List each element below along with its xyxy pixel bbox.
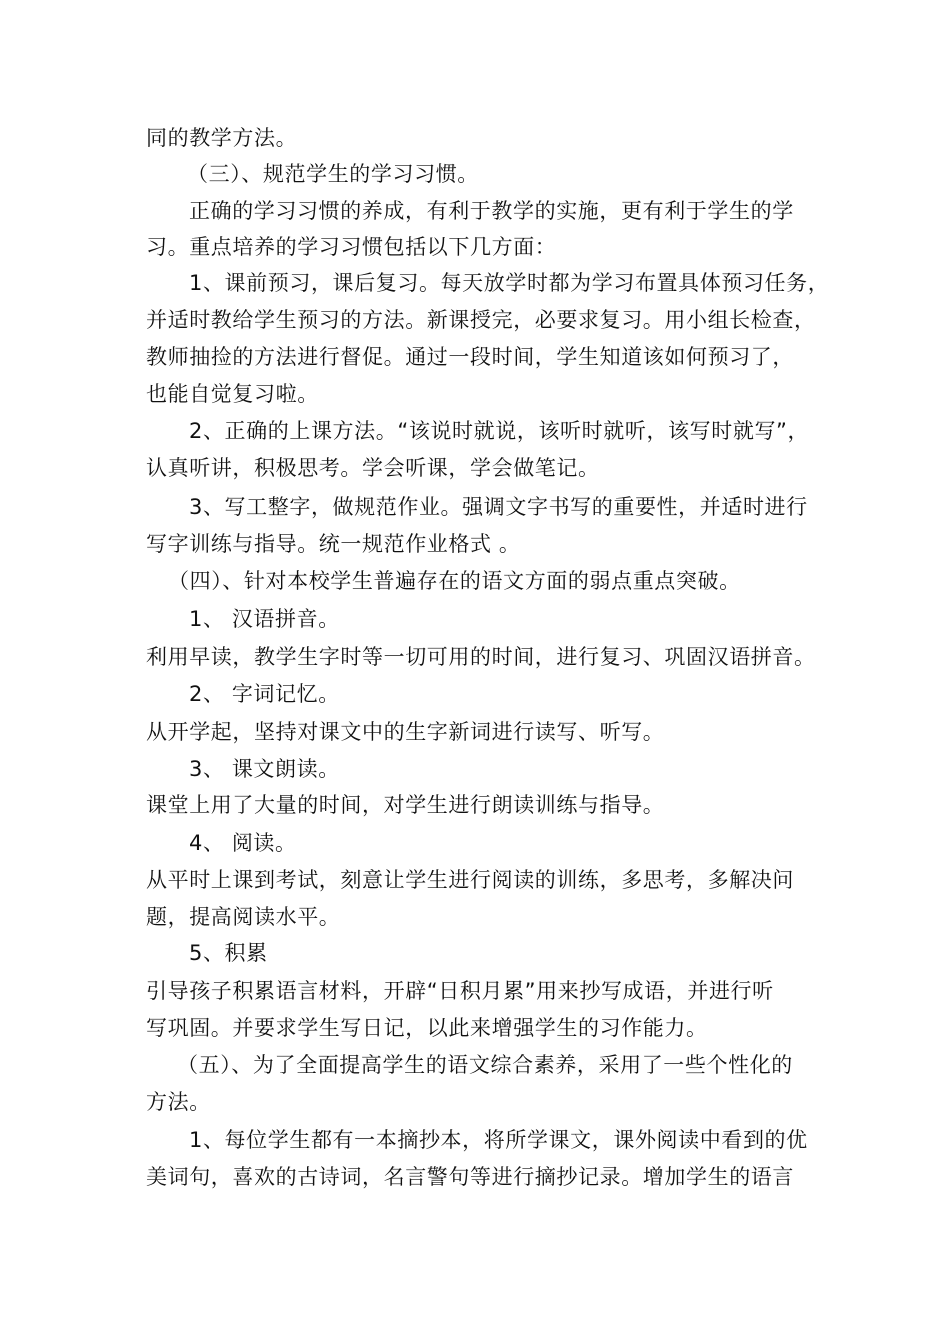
list-item: 1、课前预习，课后复习。每天放学时都为学习布置具体预习任务， [189, 271, 830, 295]
list-item: 3、写工整字，做规范作业。强调文字书写的重要性，并适时进行 [189, 495, 808, 519]
text-line: 同的教学方法。 [146, 126, 298, 150]
text-line: 方法。 [146, 1090, 211, 1114]
text-line: 利用早读，教学生字时等一切可用的时间，进行复习、巩固汉语拼音。 [146, 645, 816, 669]
text-line: 认真听讲，积极思考。学会听课，学会做笔记。 [146, 456, 600, 480]
text-line: 从开学起，坚持对课文中的生字新词进行读写、听写。 [146, 720, 665, 744]
list-item: 5、积累 [189, 941, 268, 965]
list-item: 4、 阅读。 [189, 831, 297, 855]
list-item: 1、每位学生都有一本摘抄本，将所学课文，课外阅读中看到的优 [189, 1128, 808, 1152]
text-line: 引导孩子积累语言材料，开辟“日积月累”用来抄写成语，并进行听 [146, 979, 774, 1003]
text-line: 题，提高阅读水平。 [146, 905, 341, 929]
text-line: 也能自觉复习啦。 [146, 382, 319, 406]
list-item: 3、 课文朗读。 [189, 757, 340, 781]
text-line: 课堂上用了大量的时间，对学生进行朗读训练与指导。 [146, 793, 665, 817]
list-item: 2、正确的上课方法。“该说时就说，该听时就听，该写时就写”， [189, 419, 810, 443]
text-line: 正确的学习习惯的养成，有利于教学的实施，更有利于学生的学 [189, 199, 794, 223]
text-line: 从平时上课到考试，刻意让学生进行阅读的训练，多思考，多解决问 [146, 868, 794, 892]
section-heading-5: （五）、为了全面提高学生的语文综合素养，采用了一些个性化的 [177, 1053, 793, 1077]
list-item: 1、 汉语拼音。 [189, 607, 340, 631]
section-heading-4: （四）、针对本校学生普遍存在的语文方面的弱点重点突破。 [168, 569, 741, 593]
text-line: 教师抽捡的方法进行督促。通过一段时间，学生知道该如何预习了， [146, 345, 794, 369]
text-line: 习。重点培养的学习习惯包括以下几方面： [146, 235, 557, 259]
list-item: 2、 字词记忆。 [189, 682, 340, 706]
text-line: 写字训练与指导。统一规范作业格式 。 [146, 532, 521, 556]
text-line: 并适时教给学生预习的方法。新课授完，必要求复习。用小组长检查， [146, 308, 816, 332]
section-heading-3: （三）、规范学生的学习习惯。 [187, 162, 479, 186]
text-line: 美词句，喜欢的古诗词，名言警句等进行摘抄记录。增加学生的语言 [146, 1165, 794, 1189]
text-line: 写巩固。并要求学生写日记，以此来增强学生的习作能力。 [146, 1016, 708, 1040]
